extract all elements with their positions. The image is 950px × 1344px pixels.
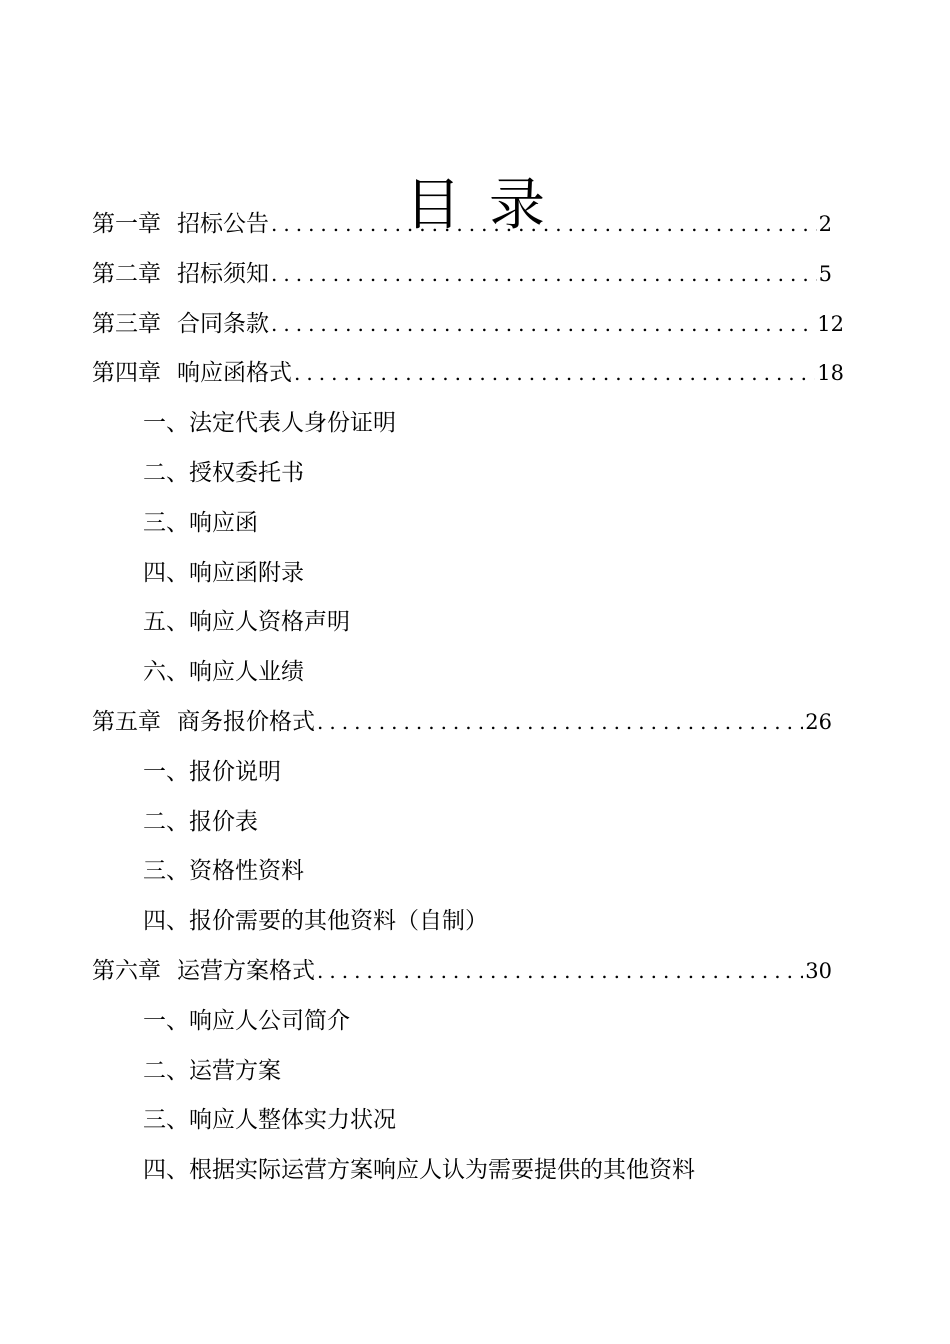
toc-section-title: 三、资格性资料 — [143, 858, 304, 885]
toc-chapter-title: 运营方案格式 — [177, 957, 315, 984]
toc-page-number: 2 — [818, 212, 832, 236]
toc-chapter-entry[interactable] — [0, 300, 844, 350]
toc-section-title: 四、根据实际运营方案响应人认为需要提供的其他资料 — [143, 1157, 695, 1184]
toc-section-title: 四、报价需要的其他资料（自制） — [143, 908, 488, 935]
toc-page-number: 18 — [817, 361, 844, 386]
toc-dot-leader — [317, 947, 803, 997]
toc-section-entry[interactable] — [0, 549, 950, 599]
toc-chapter-number: 第三章 — [92, 310, 161, 337]
toc-section-entry[interactable] — [0, 997, 950, 1047]
toc-section-entry[interactable] — [0, 847, 950, 897]
toc-page-number: 30 — [805, 958, 832, 983]
toc-entry-label — [92, 698, 315, 748]
toc-section-entry[interactable] — [0, 1096, 950, 1146]
toc-chapter-entry[interactable] — [0, 698, 832, 748]
toc-chapter-title: 招标公告 — [177, 211, 269, 237]
toc-entry-label — [92, 947, 315, 997]
toc-page-number: 12 — [817, 311, 844, 336]
toc-section-title: 一、报价说明 — [143, 758, 281, 785]
toc-chapter-number: 第一章 — [92, 211, 161, 237]
toc-section-title: 五、响应人资格声明 — [143, 609, 350, 636]
toc-section-title: 一、响应人公司简介 — [143, 1007, 350, 1034]
toc-dot-leader — [294, 349, 815, 399]
toc-chapter-number: 第六章 — [92, 957, 161, 984]
toc-section-entry[interactable] — [0, 648, 950, 698]
toc-section-entry[interactable] — [0, 499, 950, 549]
toc-entry-label — [92, 250, 269, 300]
toc-entry-label — [92, 200, 269, 250]
toc-chapter-entry[interactable] — [0, 947, 832, 997]
table-of-contents — [0, 200, 950, 1196]
toc-page-number: 5 — [818, 261, 832, 286]
toc-chapter-number: 第五章 — [92, 708, 161, 735]
toc-chapter-entry[interactable] — [0, 349, 844, 399]
toc-chapter-entry[interactable] — [0, 250, 832, 300]
toc-section-entry[interactable] — [0, 1047, 950, 1097]
toc-section-title: 四、响应函附录 — [143, 559, 304, 586]
toc-section-title: 二、授权委托书 — [143, 459, 304, 486]
toc-section-entry[interactable] — [0, 798, 950, 848]
toc-section-title: 一、法定代表人身份证明 — [143, 410, 396, 437]
toc-chapter-title: 招标须知 — [177, 260, 269, 287]
toc-section-title: 二、报价表 — [143, 808, 258, 835]
toc-chapter-number: 第四章 — [92, 360, 161, 387]
toc-dot-leader — [271, 300, 815, 350]
toc-heading-char-1: 目 — [405, 172, 461, 238]
toc-section-entry[interactable] — [0, 598, 950, 648]
toc-section-entry[interactable] — [0, 399, 950, 449]
toc-chapter-title: 商务报价格式 — [177, 708, 315, 735]
toc-chapter-title: 响应函格式 — [177, 360, 292, 387]
toc-section-title: 六、响应人业绩 — [143, 659, 304, 686]
toc-page-number: 26 — [805, 709, 832, 734]
toc-section-title: 二、运营方案 — [143, 1057, 281, 1084]
toc-section-entry[interactable] — [0, 449, 950, 499]
toc-section-entry[interactable] — [0, 897, 950, 947]
toc-section-title: 三、响应人整体实力状况 — [143, 1107, 396, 1134]
toc-heading-char-2: 录 — [489, 172, 545, 238]
toc-entry-label — [92, 349, 292, 399]
toc-dot-leader — [317, 698, 803, 748]
toc-entry-label — [92, 300, 269, 350]
toc-section-entry[interactable] — [0, 748, 950, 798]
toc-dot-leader — [271, 250, 817, 300]
toc-chapter-number: 第二章 — [92, 260, 161, 287]
toc-dot-leader — [271, 200, 817, 250]
toc-section-title: 三、响应函 — [143, 509, 258, 536]
toc-chapter-title: 合同条款 — [177, 310, 269, 337]
toc-chapter-entry[interactable] — [0, 200, 832, 250]
toc-section-entry[interactable] — [0, 1146, 950, 1196]
